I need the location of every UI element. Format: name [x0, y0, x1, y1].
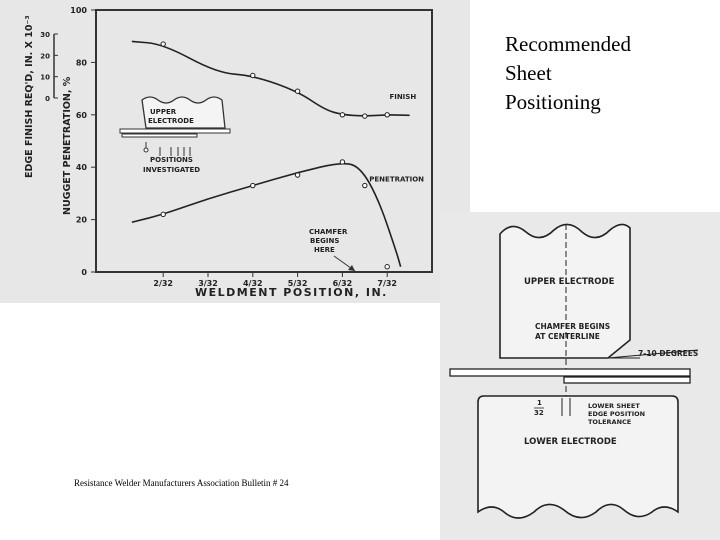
y-axis-ticks [70, 6, 96, 277]
positions-label: POSITIONS [150, 156, 193, 164]
y-tick-label: 40 [75, 163, 87, 173]
outer-tick-label: 0 [45, 95, 50, 103]
y-tick-label: 0 [81, 268, 87, 277]
slide-title [505, 30, 705, 117]
data-point-penetration [385, 265, 389, 269]
weld-chart [0, 0, 470, 303]
upper-electrode-label: UPPER ELECTRODE [524, 277, 615, 287]
lower-electrode-shape [478, 396, 678, 518]
data-point-penetration [340, 160, 344, 164]
x-tick-label: 3/32 [198, 279, 218, 288]
data-point-finish [385, 113, 389, 117]
chamfer-label-3: HERE [314, 246, 335, 254]
x-tick-label: 4/32 [242, 279, 263, 288]
x-tick-label: 7/32 [377, 279, 398, 288]
y-tick-label: 20 [75, 215, 87, 225]
y-axis-label: NUGGET PENETRATION, % [62, 76, 73, 215]
series-label-penetration: PENETRATION [369, 175, 425, 184]
chamfer-note-2: AT CENTERLINE [535, 332, 600, 341]
inset-electrode-label: ELECTRODE [148, 117, 194, 125]
upper-sheet [450, 369, 690, 376]
data-point-finish [251, 73, 255, 77]
inset-electrode-sketch [120, 97, 230, 174]
investigated-label: INVESTIGATED [143, 166, 201, 174]
data-point-finish [340, 113, 344, 117]
outer-tick-label: 20 [40, 52, 50, 61]
data-point-finish [295, 89, 299, 93]
data-point-penetration [161, 212, 165, 216]
chamfer-arrowhead [348, 265, 355, 271]
data-point-penetration [251, 183, 255, 187]
position-arrows [144, 142, 190, 156]
data-point-penetration [363, 183, 367, 187]
plot-frame [96, 10, 432, 272]
chart-panel [0, 0, 470, 303]
title-line: Sheet [505, 61, 552, 85]
outer-tick-label: 10 [40, 73, 50, 82]
lower-sheet [564, 377, 690, 383]
data-point-finish [363, 114, 367, 118]
electrode-diagram-panel [440, 212, 720, 540]
tolerance-denominator: 32 [534, 409, 544, 417]
chamfer-note-1: CHAMFER BEGINS [535, 322, 611, 331]
data-point-penetration [295, 173, 299, 177]
inset-sheet [120, 129, 230, 133]
inset-upper-label: UPPER [150, 108, 177, 116]
tolerance-numerator: 1 [537, 399, 542, 407]
lower-electrode-label: LOWER ELECTRODE [524, 437, 617, 447]
tolerance-note-3: TOLERANCE [588, 418, 632, 426]
chamfer-label-1: CHAMFER [309, 228, 348, 236]
y-tick-label: 80 [75, 58, 87, 68]
chamfer-label-2: BEGINS [310, 237, 340, 245]
inset-sheet-lower [122, 134, 197, 137]
tolerance-note-1: LOWER SHEET [588, 402, 640, 410]
title-line: Positioning [505, 90, 601, 114]
angle-label: 7-10 DEGREES [638, 349, 699, 358]
electrode-diagram [440, 212, 720, 540]
y-tick-label: 100 [70, 6, 87, 15]
x-tick-label: 2/32 [153, 279, 174, 288]
x-tick-label: 6/32 [332, 279, 353, 288]
y-tick-label: 60 [75, 110, 87, 120]
outer-tick-label: 30 [40, 31, 50, 39]
x-tick-label: 5/32 [287, 279, 308, 288]
x-axis-label: WELDMENT POSITION, IN. [195, 286, 388, 299]
title-line: Recommended [505, 32, 631, 56]
outer-axis-label: EDGE FINISH REQ'D, IN. X 10⁻³ [24, 15, 35, 178]
data-point-finish [161, 42, 165, 46]
citation: Resistance Welder Manufacturers Association Bulletin # 24 [74, 478, 289, 488]
tolerance-note-2: EDGE POSITION [588, 410, 646, 418]
series-label-finish: FINISH [389, 93, 417, 102]
outer-axis-ticks [40, 31, 58, 103]
series-line-penetration [132, 164, 401, 267]
